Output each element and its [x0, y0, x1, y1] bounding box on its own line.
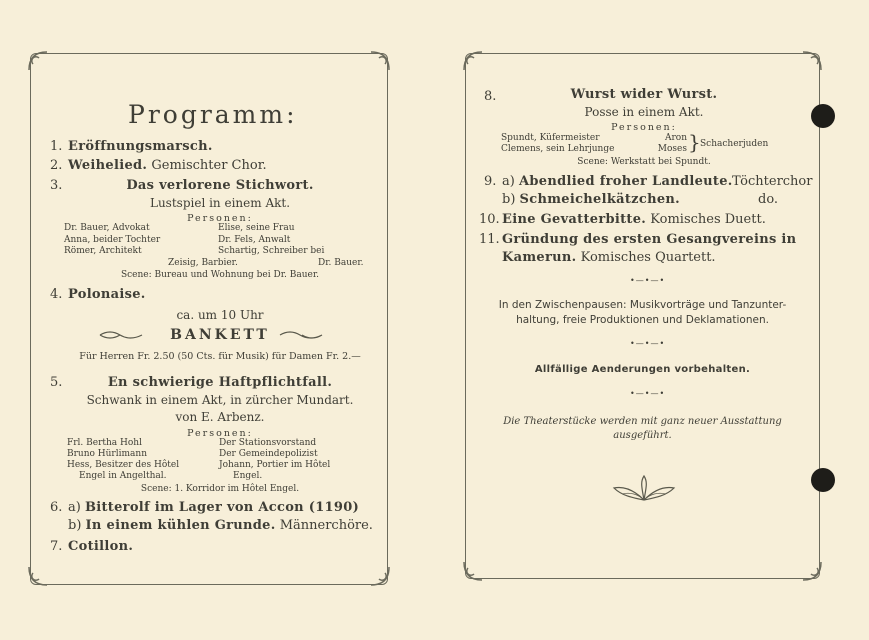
left-top-left-ornament-icon [27, 50, 49, 72]
item-10-title: Eine Gevatterbitte. [502, 212, 647, 227]
separator-3-icon: •—•—• [630, 389, 666, 398]
banquet-time: ca. um 10 Uhr [176, 308, 264, 322]
item-7-title: Cotillon. [68, 539, 134, 554]
item-10-number: 10. [479, 212, 500, 227]
right-top-left-ornament-icon [462, 50, 484, 72]
item-8-cast-group: Schacherjuden [700, 139, 769, 149]
closing-note: Die Theaterstücke werden mit ganz neuer Ausstattung ausgeführt. [503, 416, 782, 441]
item-11-title-line1: Gründung des ersten Gesangvereins in [502, 232, 797, 247]
item-5-cast-left: Frl. Bertha Hohl Bruno Hürlimann Hess, Besitzer des Hôtel Engel in Angelthal. [67, 438, 180, 481]
item-1-number: 1. [50, 139, 63, 154]
item-9a-title: Abendlied froher Landleute. [518, 174, 733, 189]
right-bottom-left-ornament-icon [462, 560, 484, 582]
item-11-title-line2: Kamerun. [502, 250, 577, 265]
right-top-right-ornament-icon [801, 50, 823, 72]
item-9a-label: a) [502, 174, 515, 189]
item-8-title: Wurst wider Wurst. [570, 87, 718, 102]
item-9b-desc: do. [758, 192, 779, 207]
item-11-number: 11. [479, 232, 500, 247]
item-6b-title: In einem kühlen Grunde. [85, 518, 276, 533]
punch-hole-top [811, 104, 835, 128]
item-8-cast-left: Spundt, Küfermeister Clemens, sein Lehrjunge [501, 133, 615, 154]
item-8-brace-icon: } [688, 130, 701, 154]
item-5-subtitle: Schwank in einem Akt, in zürcher Mundart. [86, 393, 354, 407]
item-10-desc: Komisches Duett. [650, 212, 766, 227]
item-8-scene: Scene: Werkstatt bei Spundt. [577, 157, 711, 167]
intermission-note: In den Zwischenpausen: Musikvorträge und Tanzunter- haltung, freie Produktionen und Deklamationen. [498, 299, 787, 326]
item-5-title: En schwierige Haftpflichtfall. [107, 375, 333, 390]
bankett-prices: Für Herren Fr. 2.50 (50 Cts. für Musik) für Damen Fr. 2.— [79, 351, 361, 362]
item-9a-desc: Töchterchor [732, 174, 813, 189]
item-5-personen-label: Personen: [187, 428, 253, 439]
item-6b-label: b) [68, 518, 82, 533]
item-3-subtitle: Lustspiel in einem Akt. [149, 196, 291, 210]
item-3-cast-extra-right: Dr. Bauer. [318, 258, 364, 268]
item-9b-label: b) [502, 192, 516, 207]
item-8-subtitle: Posse in einem Akt. [584, 105, 704, 119]
item-2-number: 2. [50, 158, 63, 173]
item-8-personen-label: Personen: [611, 122, 677, 133]
item-2-title: Weihelied. [68, 158, 148, 173]
item-3-personen-label: Personen: [187, 213, 253, 224]
item-9-number: 9. [484, 174, 497, 189]
item-4-number: 4. [50, 287, 63, 302]
item-5-scene: Scene: 1. Korridor im Hôtel Engel. [140, 484, 300, 494]
item-5-author: von E. Arbenz. [175, 410, 265, 424]
item-3-title: Das verlorene Stichwort. [126, 178, 314, 193]
item-9b-title: Schmeichelkätzchen. [519, 192, 680, 207]
item-8-cast-mid: Aron Moses [657, 133, 687, 154]
right-bottom-right-ornament-icon [801, 560, 823, 582]
changes-note: Allfällige Aenderungen vorbehalten. [534, 364, 751, 375]
item-6-desc: Männerchöre. [279, 518, 373, 533]
bankett-heading: BANKETT [170, 327, 270, 343]
item-3-scene: Scene: Bureau und Wohnung bei Dr. Bauer. [120, 270, 320, 280]
item-8-number: 8. [484, 89, 497, 104]
separator-2-icon: •—•—• [630, 339, 666, 348]
item-11-desc: Komisches Quartett. [580, 250, 716, 265]
item-5-cast-right: Der Stationsvorstand Der Gemeindepolizist Johann, Portier im Hôtel Engel. [219, 438, 331, 481]
item-7-number: 7. [50, 539, 63, 554]
item-4-title: Polonaise. [68, 287, 146, 302]
item-6-number: 6. [50, 500, 63, 515]
item-6a-title: Bitterolf im Lager von Accon (1190) [84, 500, 360, 515]
item-3-cast-extra-left: Zeisig, Barbier. [168, 258, 238, 268]
left-bottom-left-ornament-icon [27, 565, 49, 587]
left-bottom-right-ornament-icon [369, 565, 391, 587]
program-title: Programm: [128, 100, 298, 129]
bankett-right-flourish-icon [278, 329, 324, 341]
separator-1-icon: •—•—• [630, 276, 666, 285]
item-5-number: 5. [50, 375, 63, 390]
item-3-cast-left: Dr. Bauer, Advokat Anna, beider Tochter Römer, Architekt [64, 223, 161, 256]
item-6a-label: a) [68, 500, 81, 515]
leaf-ornament-icon [612, 474, 676, 504]
punch-hole-bottom [811, 468, 835, 492]
item-3-number: 3. [50, 178, 63, 193]
item-2-desc: Gemischter Chor. [151, 158, 267, 173]
left-top-right-ornament-icon [369, 50, 391, 72]
item-3-cast-right: Elise, seine Frau Dr. Fels, Anwalt Schartig, Schreiber bei [218, 223, 325, 256]
item-1-title: Eröffnungsmarsch. [68, 139, 213, 154]
